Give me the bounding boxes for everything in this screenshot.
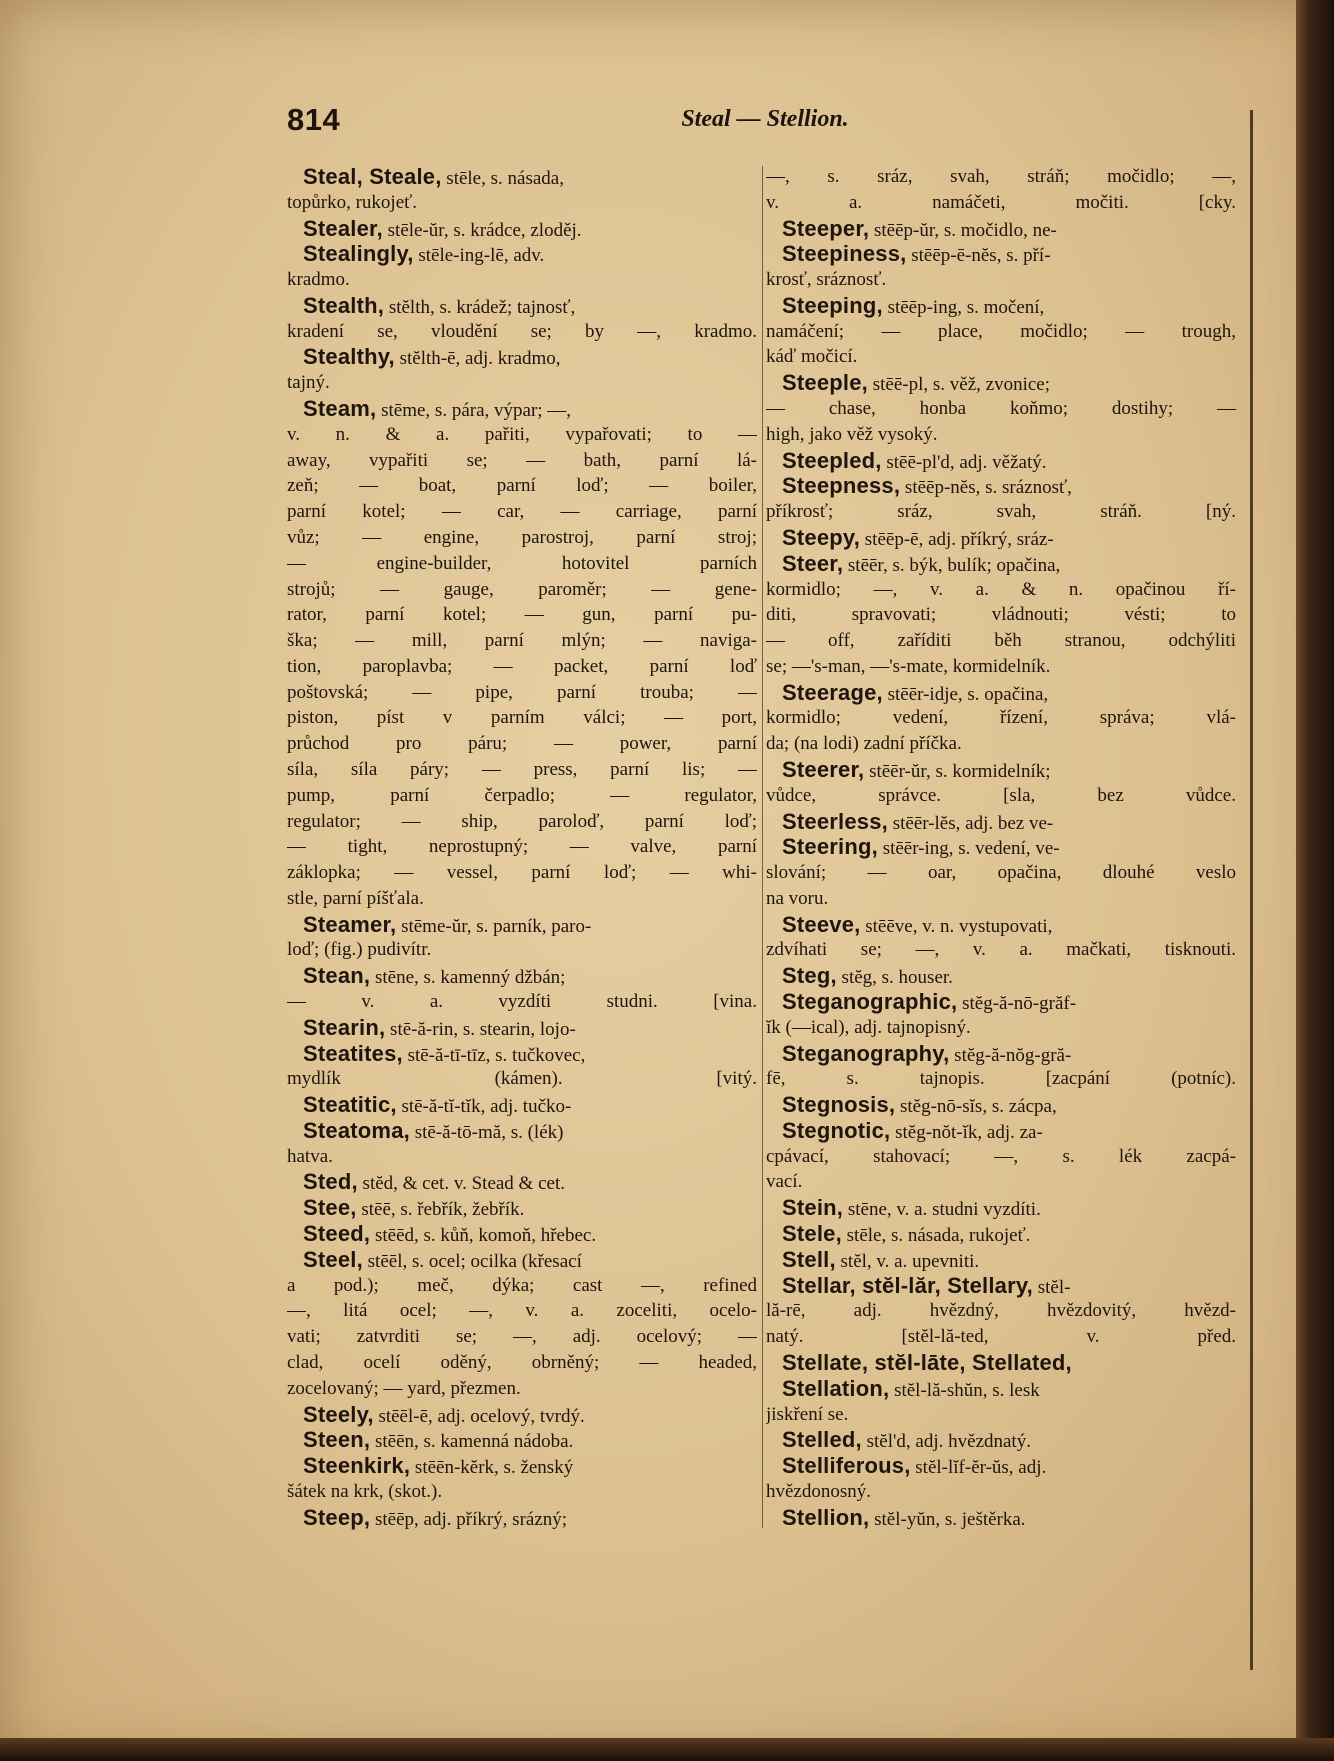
entry-text: stēēn-kĕrk, s. ženský (410, 1457, 574, 1479)
entry-text: jiskření se. (766, 1403, 849, 1425)
entry-text: stēle, s. násada, rukojeť. (841, 1225, 1031, 1247)
headword: Steepy, (782, 524, 861, 550)
entry-text: tion, paroplavba; — packet, parní loď (287, 655, 757, 677)
dictionary-entry-line (766, 1350, 1236, 1375)
dictionary-text-line (287, 473, 757, 498)
headword: Steam, (303, 396, 377, 422)
headword: Stelled, (782, 1427, 862, 1453)
entry-text: stēēve, v. n. vystupovati, (860, 915, 1053, 937)
entry-text: stēēl-ē, adj. ocelový, tvrdý. (373, 1405, 585, 1427)
entry-text: stĕlth, s. krádež; tajnosť, (384, 296, 576, 318)
dictionary-entry-line (766, 241, 1236, 266)
headword: Stealingly, (303, 241, 414, 267)
headword: Steamer, (303, 911, 397, 937)
dictionary-text-line (287, 370, 757, 395)
entry-text: kormidlo; —, v. a. & n. opačinou ří- (766, 578, 1236, 600)
dictionary-text-line (766, 1066, 1236, 1091)
headword: Stellation, (782, 1375, 890, 1401)
entry-text: stēēd, s. kůň, komoň, hřebec. (370, 1225, 597, 1247)
dictionary-text-line (287, 705, 757, 730)
entry-text: stēēp-ing, s. močení, (882, 296, 1045, 318)
dictionary-entry-line (287, 1221, 757, 1246)
headword: Steeping, (782, 292, 883, 318)
entry-text: — tight, neprostupný; — valve, parní (287, 836, 757, 858)
dictionary-text-line (766, 1479, 1236, 1504)
dictionary-text-line (287, 1144, 757, 1169)
entry-text: v. a. namáčeti, močiti. [cky. (766, 191, 1236, 213)
headword: Steerer, (782, 756, 865, 782)
entry-text: ška; — mill, parní mlýn; — naviga- (287, 630, 757, 652)
dictionary-text-line (287, 1066, 757, 1091)
headword: Steering, (782, 834, 878, 860)
headword: Steeper, (782, 215, 870, 241)
headword: Steatites, (303, 1040, 403, 1066)
dictionary-text-line (766, 654, 1236, 679)
dictionary-entry-line (766, 1092, 1236, 1117)
dictionary-entry-line (287, 963, 757, 988)
dictionary-text-line (287, 190, 757, 215)
entry-text: natý. [stĕl-lă-ted, v. před. (766, 1326, 1236, 1348)
dictionary-entry-line (287, 396, 757, 421)
dictionary-text-line (287, 809, 757, 834)
entry-text: stē-ă-tī-tīz, s. tučkovec, (402, 1044, 586, 1066)
headword: Stegnotic, (782, 1117, 891, 1143)
dictionary-text-line (287, 834, 757, 859)
dictionary-text-line (287, 989, 757, 1014)
entry-text: stēēp-ē, adj. příkrý, sráz- (860, 528, 1054, 550)
entry-text: stēēp-ē-nĕs, s. pří- (906, 245, 1051, 267)
entry-text: vůdce, správce. [sla, bez vůdce. (766, 784, 1236, 806)
dictionary-entry-line (287, 164, 757, 189)
dictionary-text-line (287, 654, 757, 679)
entry-text: stĕg, s. houser. (836, 967, 953, 989)
entry-text: vací. (766, 1171, 803, 1193)
dictionary-text-line (766, 1298, 1236, 1323)
entry-text: stĕd, & cet. v. Stead & cet. (357, 1173, 565, 1195)
dictionary-text-line (766, 1015, 1236, 1040)
entry-text: stēē-pl, s. věž, zvonice; (867, 374, 1050, 396)
entry-text: da; (na lodi) zadní příčka. (766, 733, 962, 755)
dictionary-text-line (766, 577, 1236, 602)
dictionary-text-line (287, 1273, 757, 1298)
dictionary-text-line (766, 937, 1236, 962)
dictionary-entry-line (766, 1221, 1236, 1246)
dictionary-text-line (287, 602, 757, 627)
page-edge-shadow (1296, 0, 1334, 1761)
headword: Steepness, (782, 473, 901, 499)
entry-text: lă-rē, adj. hvězdný, hvězdovitý, hvězd- (766, 1300, 1236, 1322)
entry-text: stēle-ing-lē, adv. (413, 245, 545, 267)
dictionary-entry-line (766, 912, 1236, 937)
headword: Steatoma, (303, 1117, 410, 1143)
entry-text: příkrosť; sráz, svah, stráň. [ný. (766, 501, 1236, 523)
dictionary-text-line (287, 628, 757, 653)
dictionary-entry-line (766, 757, 1236, 782)
entry-text: ĭk (—ical), adj. tajnopisný. (766, 1016, 971, 1038)
headword: Stell, (782, 1246, 836, 1272)
entry-text: vati; zatvrditi se; —, adj. ocelový; — (287, 1326, 757, 1348)
entry-text: tajný. (287, 372, 330, 394)
entry-text: stēne, s. kamenný džbán; (370, 967, 566, 989)
page-bottom-shadow (0, 1738, 1334, 1761)
headword: Steel, (303, 1246, 363, 1272)
dictionary-entry-line (766, 1041, 1236, 1066)
entry-text: pump, parní čerpadlo; — regulator, (287, 784, 757, 806)
dictionary-entry-line (766, 1453, 1236, 1478)
entry-text: strojů; — gauge, paroměr; — gene- (287, 578, 757, 600)
dictionary-entry-line (766, 1247, 1236, 1272)
headword: Steely, (303, 1401, 374, 1427)
entry-text: rator, parní kotel; — gun, parní pu- (287, 604, 757, 626)
dictionary-text-line (287, 448, 757, 473)
entry-text: zeň; — boat, parní loď; — boiler, (287, 475, 757, 497)
entry-text: topůrko, rukojeť. (287, 191, 418, 213)
entry-text: hatva. (287, 1145, 333, 1167)
dictionary-entry-line (287, 1092, 757, 1117)
entry-text: stĕg-ă-nŏg-gră- (949, 1044, 1072, 1066)
column-left (287, 164, 757, 1530)
dictionary-entry-line (287, 1402, 757, 1427)
dictionary-text-line (766, 731, 1236, 756)
entry-text: stēle, s. násada, (441, 168, 564, 189)
dictionary-text-line (287, 525, 757, 550)
entry-text: —, s. sráz, svah, stráň; močidlo; —, (766, 166, 1236, 187)
dictionary-text-line (287, 937, 757, 962)
headword: Stealer, (303, 215, 383, 241)
dictionary-text-line (287, 499, 757, 524)
headword: Steeple, (782, 370, 868, 396)
entry-text: káď močicí. (766, 346, 858, 368)
dictionary-text-line (766, 783, 1236, 808)
headword: Stein, (782, 1195, 844, 1221)
entry-text: stĕl-yŭn, s. ještěrka. (869, 1508, 1026, 1530)
dictionary-text-line (287, 577, 757, 602)
dictionary-entry-line (287, 1015, 757, 1040)
entry-text: stĕl-lă-shŭn, s. lesk (889, 1379, 1040, 1401)
entry-text: šátek na krk, (skot.). (287, 1480, 443, 1502)
dictionary-entry-line (766, 834, 1236, 859)
entry-text: stĕl'd, adj. hvězdnatý. (861, 1431, 1031, 1453)
entry-text: stēēp-ŭr, s. močidlo, ne- (869, 219, 1057, 241)
headword: Stegnosis, (782, 1092, 896, 1118)
dictionary-entry-line (766, 963, 1236, 988)
entry-text: stēēn, s. kamenná nádoba. (370, 1431, 574, 1453)
headword: Stellate, stĕl-lāte, Stellated, (782, 1349, 1072, 1375)
dictionary-entry-line (766, 551, 1236, 576)
headword: Steerless, (782, 808, 888, 834)
entry-text: loď; (fig.) pudivítr. (287, 939, 432, 961)
dictionary-entry-line (287, 1041, 757, 1066)
entry-text: stēēr, s. býk, bulík; opačina, (843, 554, 1061, 576)
entry-text: mydlík (kámen). [vitý. (287, 1068, 757, 1090)
entry-text: —, litá ocel; —, v. a. zoceliti, ocelo- (287, 1300, 757, 1322)
dictionary-text-line (766, 705, 1236, 730)
dictionary-text-line (766, 499, 1236, 524)
dictionary-text-line (766, 1144, 1236, 1169)
dictionary-text-line (766, 396, 1236, 421)
entry-text: hvězdonosný. (766, 1480, 872, 1502)
entry-text: zocelovaný; — yard, přezmen. (287, 1377, 521, 1399)
headword: Stele, (782, 1221, 842, 1247)
entry-text: stēne, v. a. studni vyzdíti. (843, 1199, 1041, 1221)
headword: Steerage, (782, 679, 883, 705)
entry-text: stēme, s. pára, výpar; —, (376, 400, 572, 422)
dictionary-entry-line (766, 370, 1236, 395)
dictionary-text-line (766, 1169, 1236, 1194)
dictionary-entry-line (766, 989, 1236, 1014)
dictionary-entry-line (766, 1505, 1236, 1530)
entry-text: — engine-builder, hotovitel parních (287, 552, 757, 574)
entry-text: cpávací, stahovací; —, s. lék zacpá- (766, 1145, 1236, 1167)
headword: Steed, (303, 1221, 371, 1247)
entry-text: stē-ă-tĭ-tĭk, adj. tučko- (396, 1096, 572, 1118)
dictionary-entry-line (287, 1195, 757, 1220)
headword: Steatitic, (303, 1092, 397, 1118)
entry-text: slování; — oar, opačina, dlouhé veslo (766, 862, 1236, 884)
headword: Steal, Steale, (303, 164, 442, 189)
entry-text: stē-ă-rin, s. stearin, lojo- (385, 1018, 576, 1040)
dictionary-text-line (766, 422, 1236, 447)
dictionary-text-line (287, 1324, 757, 1349)
dictionary-entry-line (766, 1195, 1236, 1220)
entry-text: — off, zaříditi běh stranou, odchýliti (766, 630, 1236, 652)
headword: Stee, (303, 1195, 357, 1221)
column-right (766, 164, 1236, 1530)
headword: Steep, (303, 1504, 371, 1530)
entry-text: stle, parní píšťala. (287, 887, 424, 909)
dictionary-entry-line (766, 216, 1236, 241)
entry-text: stēme-ŭr, s. parník, paro- (396, 915, 592, 937)
headword: Stealth, (303, 292, 385, 318)
dictionary-text-line (766, 164, 1236, 189)
entry-text: kradení se, vloudění se; by —, kradmo. (287, 320, 757, 342)
dictionary-text-line (766, 628, 1236, 653)
entry-text: clad, ocelí oděný, obrněný; — headed, (287, 1351, 757, 1373)
entry-text: se; —'s-man, —'s-mate, kormidelník. (766, 655, 1051, 677)
entry-text: záklopka; — vessel, parní loď; — whi- (287, 862, 757, 884)
dictionary-text-line (287, 1350, 757, 1375)
entry-text: stēē-pl'd, adj. věžatý. (881, 451, 1047, 473)
entry-text: poštovská; — pipe, parní trouba; — (287, 681, 757, 703)
entry-text: stēle-ŭr, s. krádce, zloděj. (382, 219, 582, 241)
dictionary-entry-line (766, 1273, 1236, 1298)
entry-text: stēēl, s. ocel; ocilka (křesací (362, 1250, 582, 1272)
column-divider (762, 166, 763, 1528)
dictionary-entry-line (287, 912, 757, 937)
entry-text: — v. a. vyzdíti studni. [vina. (287, 991, 757, 1012)
headword: Steeve, (782, 911, 861, 937)
entry-text: v. n. & a. pařiti, vypařovati; to — (287, 423, 757, 445)
dictionary-text-line (287, 886, 757, 911)
entry-text: průchod pro páru; — power, parní (287, 733, 757, 755)
entry-text: krosť, sráznosť. (766, 269, 887, 291)
dictionary-entry-line (287, 293, 757, 318)
dictionary-text-line (287, 551, 757, 576)
dictionary-text-line (287, 731, 757, 756)
page-number: 814 (287, 102, 341, 137)
dictionary-entry-line (766, 1118, 1236, 1143)
dictionary-entry-line (287, 344, 757, 369)
entry-text: stēēp, adj. příkrý, srázný; (370, 1508, 568, 1530)
headword: Steepled, (782, 447, 882, 473)
headword: Steenkirk, (303, 1453, 411, 1479)
dictionary-entry-line (766, 293, 1236, 318)
dictionary-entry-line (766, 1427, 1236, 1452)
dictionary-text-line (766, 1324, 1236, 1349)
dictionary-text-line (287, 783, 757, 808)
entry-text: stĕg-nŏt-ĭk, adj. za- (890, 1121, 1043, 1143)
dictionary-entry-line (287, 1505, 757, 1530)
dictionary-text-line (287, 1479, 757, 1504)
dictionary-entry-line (766, 473, 1236, 498)
dictionary-entry-line (766, 525, 1236, 550)
entry-text: stĕl-lĭf-ĕr-ŭs, adj. (910, 1457, 1047, 1479)
headword: Stearin, (303, 1014, 386, 1040)
headword: Steg, (782, 963, 837, 989)
dictionary-entry-line (287, 216, 757, 241)
entry-text: stēēr-idje, s. opačina, (882, 683, 1049, 705)
binding-crease (1250, 110, 1253, 1670)
dictionary-entry-line (287, 1169, 757, 1194)
dictionary-text-line (287, 422, 757, 447)
dictionary-text-line (287, 1298, 757, 1323)
entry-text: namáčení; — place, močidlo; — trough, (766, 320, 1236, 342)
dictionary-text-line (766, 1402, 1236, 1427)
headword: Stealthy, (303, 344, 395, 370)
dictionary-text-line (766, 860, 1236, 885)
dictionary-text-line (287, 319, 757, 344)
entry-text: stĕg-ă-nō-grăf- (957, 993, 1077, 1014)
headword: Steganographic, (782, 989, 958, 1014)
entry-text: — chase, honba koňmo; dostihy; — (766, 398, 1236, 420)
dictionary-text-line (766, 267, 1236, 292)
entry-text: stĕg-nō-sĭs, s. zácpa, (895, 1096, 1057, 1118)
entry-text: stē-ă-tō-mă, s. (lék) (409, 1121, 564, 1143)
dictionary-text-line (287, 267, 757, 292)
dictionary-text-line (766, 319, 1236, 344)
entry-text: stēēr-lĕs, adj. bez ve- (887, 812, 1054, 834)
headword: Sted, (303, 1169, 358, 1195)
dictionary-text-line (766, 886, 1236, 911)
entry-text: stēēr-ŭr, s. kormidelník; (864, 760, 1051, 782)
dictionary-text-line (766, 190, 1236, 215)
entry-text: zdvíhati se; —, v. a. mačkati, tisknouti. (766, 939, 1236, 961)
entry-text: stĕl, v. a. upevniti. (835, 1250, 980, 1272)
entry-text: síla, síla páry; — press, parní lis; — (287, 758, 757, 780)
headword: Steer, (782, 550, 844, 576)
headword: Stean, (303, 963, 371, 989)
headword: Stellar, stĕl-lăr, Stellary, (782, 1272, 1033, 1298)
entry-text: stēē, s. řebřík, žebřík. (356, 1199, 525, 1221)
entry-text: kormidlo; vedení, řízení, správa; vlá- (766, 707, 1236, 729)
headword: Stelliferous, (782, 1453, 911, 1479)
entry-text: na voru. (766, 887, 829, 909)
entry-text: stĕlth-ē, adj. kradmo, (394, 348, 561, 370)
entry-text: regulator; — ship, paroloď, parní loď; (287, 810, 757, 832)
headword: Stellion, (782, 1504, 870, 1530)
dictionary-text-line (766, 602, 1236, 627)
entry-text: stēēp-nĕs, s. sráznosť, (900, 477, 1072, 499)
dictionary-text-line (287, 680, 757, 705)
headword: Steepiness, (782, 241, 907, 267)
headword: Steganography, (782, 1040, 950, 1066)
dictionary-text-line (287, 1376, 757, 1401)
headword: Steen, (303, 1427, 371, 1453)
entry-text: kradmo. (287, 269, 350, 291)
dictionary-text-line (766, 344, 1236, 369)
dictionary-entry-line (766, 680, 1236, 705)
dictionary-entry-line (287, 1453, 757, 1478)
dictionary-text-line (287, 757, 757, 782)
dictionary-entry-line (287, 1118, 757, 1143)
dictionary-entry-line (287, 241, 757, 266)
running-head: Steal — Stellion. (681, 106, 849, 132)
entry-text: high, jako věž vysoký. (766, 423, 938, 445)
entry-text: diti, spravovati; vládnouti; vésti; to (766, 604, 1236, 626)
entry-text: vůz; — engine, parostroj, parní stroj; (287, 526, 757, 548)
entry-text: piston, píst v parním válci; — port, (287, 707, 757, 729)
entry-text: stĕl- (1033, 1276, 1071, 1298)
dictionary-entry-line (766, 1376, 1236, 1401)
dictionary-text-line (287, 860, 757, 885)
entry-text: a pod.); meč, dýka; cast —, refined (287, 1274, 757, 1296)
dictionary-entry-line (766, 809, 1236, 834)
entry-text: stēēr-ing, s. vedení, ve- (877, 838, 1060, 860)
entry-text: parní kotel; — car, — carriage, parní (287, 501, 757, 523)
entry-text: away, vypařiti se; — bath, parní lá- (287, 449, 757, 471)
dictionary-entry-line (287, 1247, 757, 1272)
dictionary-entry-line (287, 1427, 757, 1452)
dictionary-entry-line (766, 448, 1236, 473)
entry-text: fē, s. tajnopis. [zacpání (potníc). (766, 1068, 1236, 1090)
